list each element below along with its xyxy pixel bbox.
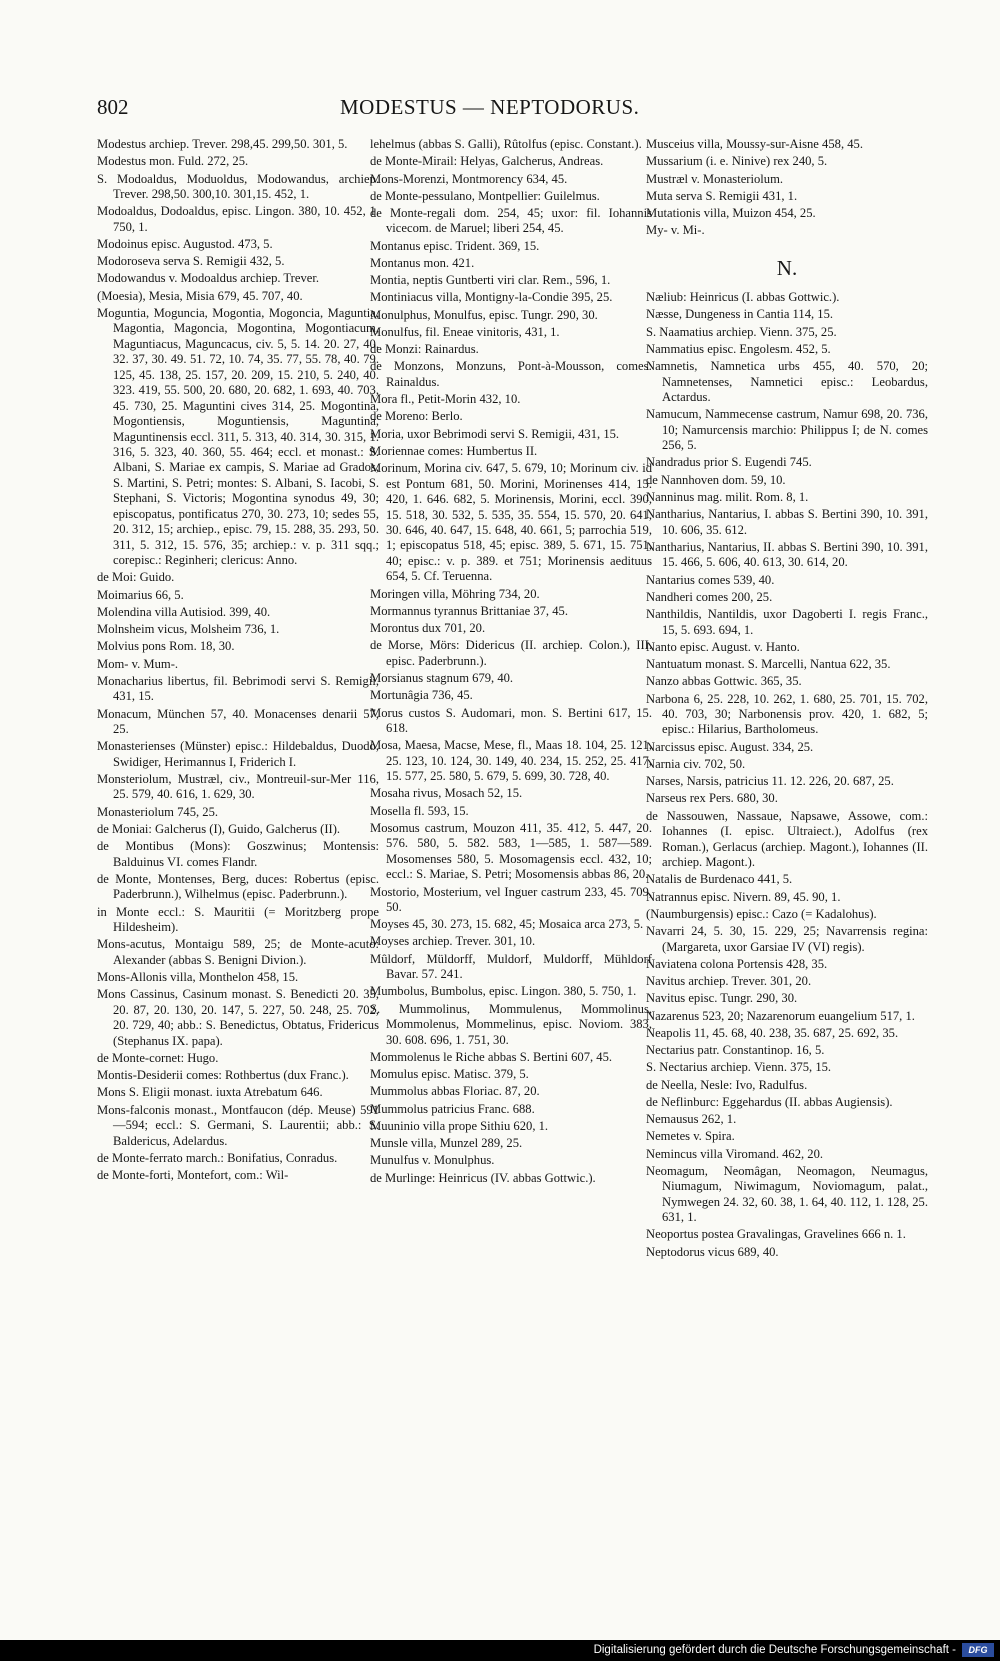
index-entry: Mons-falconis monast., Montfaucon (dép. Meuse) 591—594; eccl.: S. Germani, S. Laurentii; abb.: S. Baldericus, Adelardus.: [97, 1102, 379, 1148]
index-entry: Moria, uxor Bebrimodi servi S. Remigii, 431, 15.: [370, 426, 620, 441]
index-entry: Mons-Allonis villa, Monthelon 458, 15.: [97, 970, 299, 985]
index-entry: Navarri 24, 5. 30, 15. 229, 25; Navarrensis regina: (Margareta, uxor Garsiae IV (VI) regis).: [646, 924, 928, 954]
index-entry: Næliub: Heinricus (I. abbas Gottwic.).: [646, 290, 840, 305]
index-entry: de Monte-cornet: Hugo.: [97, 1050, 219, 1065]
index-entry: Narseus rex Pers. 680, 30.: [646, 791, 778, 806]
index-entry: Mummolus patricius Franc. 688.: [370, 1101, 535, 1116]
index-entry: de Monte-forti, Montefort, com.: Wil-: [97, 1168, 289, 1183]
index-entry: de Morse, Mörs: Didericus (II. archiep. Colon.), III. episc. Paderbrunn.).: [370, 638, 652, 668]
index-entry: Moyses 45, 30. 273, 15. 682, 45; Mosaica arca 273, 5.: [370, 917, 644, 932]
index-entry: Mumbolus, Bumbolus, episc. Lingon. 380, 5. 750, 1.: [370, 984, 637, 999]
index-entry: Morinum, Morina civ. 647, 5. 679, 10; Morinum civ. id est Pontum 681, 50. Morini, Morinenses 414, 15. 420, 1. 646. 682, 5. Morinensis, Morini, eccl. 390, 15. 518, 30. 532, 5. 535, 35. 554, 15. 570, 20. 641, 30. 646, 40. 647, 15. 648, 40. 661, 5; parrochia 519, 1; episcopatus 518, 45; episc. 389, 5. 671, 15. 751, 40; episc.: v. p. 389. et 751; Morinensis aedituus 654, 5. Cf. Teruenna.: [370, 461, 652, 584]
index-entry: Neoportus postea Gravalingas, Gravelines 666 n. 1.: [646, 1227, 906, 1242]
index-entry: Næsse, Dungeness in Cantia 114, 15.: [646, 307, 834, 322]
index-entry: de Monte-regali dom. 254, 45; uxor: fil. Iohannis vicecom. de Maruel; liberi 254, 45.: [370, 206, 652, 236]
index-entry: Momulus episc. Matisc. 379, 5.: [370, 1067, 529, 1082]
index-entry: Nanzo abbas Gottwic. 365, 35.: [646, 674, 802, 689]
index-entry: Morus custos S. Audomari, mon. S. Bertini 617, 15. 618.: [370, 705, 652, 735]
index-entry: My- v. Mi-.: [646, 223, 705, 238]
index-entry: Moimarius 66, 5.: [97, 587, 184, 602]
section-letter-heading: N.: [776, 255, 798, 280]
index-entry: de Monzi: Rainardus.: [370, 342, 479, 357]
index-entry: Narnia civ. 702, 50.: [646, 756, 746, 771]
index-entry: Nantharius, Nantarius, I. abbas S. Bertini 390, 10. 391, 10. 606, 35. 612.: [646, 507, 928, 537]
index-entry: Neptodorus vicus 689, 40.: [646, 1244, 779, 1259]
index-entry: de Monte-ferrato march.: Bonifatius, Conradus.: [97, 1150, 338, 1165]
index-entry: Modowandus v. Modoaldus archiep. Trever.: [97, 271, 320, 286]
index-entry: Modoinus episc. Augustod. 473, 5.: [97, 236, 273, 251]
index-entry: Nanthildis, Nantildis, uxor Dagoberti I. regis Franc., 15, 5. 693. 694, 1.: [646, 607, 928, 637]
index-entry: lehelmus (abbas S. Galli), Rûtolfus (episc. Constant.).: [370, 137, 642, 151]
index-entry: Mommolenus le Riche abbas S. Bertini 607, 45.: [370, 1049, 613, 1064]
index-entry: Munulfus v. Monulphus.: [370, 1153, 495, 1168]
index-entry: Moguntia, Moguncia, Mogontia, Mogoncia, Maguntia, Magontia, Magoncia, Mogontina, Mogontiacum, Maguntiacus, Maguncacus, civ. 5, 5. 14. 20. 27, 40. 32. 37, 30. 49. 51. 72, 10. 74, 35. 77, 55. 78, 40. 79. 125, 45. 138, 25. 157, 20. 209, 15. 210, 5. 240, 40. 323. 419, 55. 500, 20. 680, 20. 682, 1. 693, 40. 703, 45. 730, 25. Maguntini cives 314, 25. Mogontina, Mogontiensis, Moguntiensis, Maguntina, Maguntinensis eccl. 311, 5. 313, 40. 314, 30. 315, 1. 316, 5. 323, 40. 360, 55. 464; eccl. et monast.: S. Albani, S. Mariae ex campis, S. Mariae ad Grados, S. Martini, S. Petri; montes: S. Albani, S. Iacobi, S. Stephani, S. Victoris; Mogontina synodus 49, 30; episcopatus, pontificatus 270, 30. 273, 10; sedes 55, 20. 312, 15; archiep., episc. 79, 15. 288, 35. 293, 50. 311, 5. 312, 15. 576, 35; archiep.: v. p. 311 sqq.; corepisc.: Reginheri; clericus: Anno.: [97, 305, 379, 568]
index-entry: Nemincus villa Viromand. 462, 20.: [646, 1146, 824, 1161]
index-entry: Neapolis 11, 45. 68, 40. 238, 35. 687, 25. 692, 35.: [646, 1025, 899, 1040]
index-entry: Narses, Narsis, patricius 11. 12. 226, 20. 687, 25.: [646, 774, 894, 789]
index-entry: Nemausus 262, 1.: [646, 1112, 737, 1127]
index-entry: Moriennae comes: Humbertus II.: [370, 443, 538, 458]
index-entry: Nemetes v. Spira.: [646, 1129, 735, 1144]
index-entry: Mortunâgia 736, 45.: [370, 688, 473, 703]
index-entry: Mosaha rivus, Mosach 52, 15.: [370, 786, 523, 801]
index-entry: S. Mummolinus, Mommulenus, Mommolinus, Mommolenus, Mommelinus, episc. Noviom. 383, 30. 608. 696, 1. 751, 30.: [370, 1001, 652, 1047]
index-column-right: [646, 137, 928, 1262]
index-entry: Nantuatum monast. S. Marcelli, Nantua 622, 35.: [646, 657, 891, 672]
index-entry: Nandradus prior S. Eugendi 745.: [646, 455, 812, 470]
index-entry: Mussarium (i. e. Ninive) rex 240, 5.: [646, 154, 828, 169]
index-entry: Naviatena colona Portensis 428, 35.: [646, 956, 828, 971]
index-entry: Navitus archiep. Trever. 301, 20.: [646, 974, 812, 989]
index-entry: Mustræl v. Monasteriolum.: [646, 171, 784, 186]
index-entry: Molnsheim vicus, Molsheim 736, 1.: [97, 622, 280, 637]
index-entry: Narcissus episc. August. 334, 25.: [646, 739, 814, 754]
index-entry: Modoroseva serva S. Remigii 432, 5.: [97, 254, 285, 269]
index-entry: Neomagum, Neomâgan, Neomagon, Neumagus, Niumagum, Niwimagum, Noviomagum, palat., Nymwegen 24. 32, 60. 38, 1. 64, 40. 112, 1. 128, 25. 631, 1.: [646, 1163, 928, 1225]
index-entry: Montanus mon. 421.: [370, 255, 475, 270]
index-entry: de Monte, Montenses, Berg, duces: Robertus (episc. Paderbrunn.), Wilhelmus (episc. Paderbrunn.).: [97, 871, 379, 902]
index-entry: Mutationis villa, Muizon 454, 25.: [646, 206, 816, 220]
index-entry: de Neflinburc: Eggehardus (II. abbas Augiensis).: [646, 1094, 893, 1109]
index-entry: Mons-acutus, Montaigu 589, 25; de Monte-acuto: Alexander (abbas S. Benigni Divion.).: [97, 937, 379, 967]
index-entry: Nanto episc. August. v. Hanto.: [646, 639, 800, 654]
index-entry: Moyses archiep. Trever. 301, 10.: [370, 934, 536, 949]
index-entry: Monacum, München 57, 40. Monacenses denarii 57, 25.: [97, 706, 379, 737]
index-entry: Musceius villa, Moussy-sur-Aisne 458, 45.: [646, 137, 863, 151]
index-entry: Modestus mon. Fuld. 272, 25.: [97, 154, 249, 169]
index-entry: Mummolus abbas Floriac. 87, 20.: [370, 1084, 540, 1099]
index-entry: Namucum, Nammecense castrum, Namur 698, 20. 736, 10; Namurcensis marchio: Philippus I; de N. comes 256, 5.: [646, 407, 928, 453]
index-entry: Mom- v. Mum-.: [97, 656, 179, 671]
index-entry: Nanninus mag. milit. Rom. 8, 1.: [646, 489, 809, 504]
index-entry: Mora fl., Petit-Morin 432, 10.: [370, 392, 521, 407]
index-entry: Natrannus episc. Nivern. 89, 45. 90, 1.: [646, 889, 841, 904]
index-entry: de Monte-Mirail: Helyas, Galcherus, Andreas.: [370, 154, 604, 169]
index-entry: S. Nectarius archiep. Vienn. 375, 15.: [646, 1060, 832, 1075]
running-head: MODESTUS — NEPTODORUS.: [340, 95, 640, 119]
index-entry: Monulfus, fil. Eneae vinitoris, 431, 1.: [370, 324, 560, 339]
index-entry: Montiniacus villa, Montigny-la-Condie 395, 25.: [370, 290, 613, 305]
index-entry: Natalis de Burdenaco 441, 5.: [646, 872, 793, 887]
index-entry: Mûldorf, Müldorff, Muldorf, Muldorff, Mühldorf Bavar. 57. 241.: [370, 951, 652, 982]
index-entry: Namnetis, Namnetica urbs 455, 40. 570, 20; Namnetenses, Namnetici episc.: Leobardus, Actardus.: [646, 359, 928, 405]
index-entry: Narbona 6, 25. 228, 10. 262, 1. 680, 25. 701, 15. 702, 40. 703, 30; Narbonensis prov. 420, 1. 682, 5; episc.: Hilarius, Bartholomeus.: [646, 691, 928, 737]
index-entry: de Moniai: Galcherus (I), Guido, Galcherus (II).: [97, 821, 341, 836]
index-entry: Muta serva S. Remigii 431, 1.: [646, 188, 798, 203]
index-column-left: [97, 137, 379, 1185]
index-entry: de Montibus (Mons): Goszwinus; Montensis: Balduinus VI. comes Flandr.: [97, 839, 379, 869]
index-entry: de Moi: Guido.: [97, 570, 175, 585]
index-entry: Mostorio, Mosterium, vel Inguer castrum 233, 45. 709, 50.: [370, 884, 652, 914]
footer-bar: [0, 1640, 1000, 1661]
index-entry: Mosa, Maesa, Macse, Mese, fl., Maas 18. 104, 25. 121, 25. 123, 10. 124, 30. 149, 40. 234, 15. 252, 25. 417, 15. 577, 25. 580, 5. 679, 5. 699, 30. 728, 40.: [370, 738, 652, 784]
index-entry: Mons-Morenzi, Montmorency 634, 45.: [370, 171, 568, 186]
index-entry: Monsteriolum, Mustræl, civ., Montreuil-sur-Mer 116, 25. 579, 40. 616, 1. 629, 30.: [97, 772, 379, 802]
index-entry: de Monzons, Monzuns, Pont-à-Mousson, comes: Rainaldus.: [370, 359, 652, 389]
page-number: 802: [97, 95, 129, 119]
index-entry: de Murlinge: Heinricus (IV. abbas Gottwic.).: [370, 1170, 596, 1185]
index-entry: Muuninio villa prope Sithiu 620, 1.: [370, 1118, 549, 1133]
index-entry: S. Naamatius archiep. Vienn. 375, 25.: [646, 324, 837, 339]
index-entry: Nandheri comes 200, 25.: [646, 589, 773, 604]
index-entry: in Monte eccl.: S. Mauritii (= Moritzberg prope Hildesheim).: [97, 904, 379, 935]
index-entry: Mons S. Eligii monast. iuxta Atrebatum 646.: [97, 1085, 323, 1100]
dfg-logo-icon: DFG: [962, 1643, 994, 1657]
index-entry: de Moreno: Berlo.: [370, 409, 463, 424]
index-entry: (Moesia), Mesia, Misia 679, 45. 707, 40.: [97, 288, 303, 303]
index-entry: Montanus episc. Trident. 369, 15.: [370, 238, 540, 253]
index-entry: Mormannus tyrannus Brittaniae 37, 45.: [370, 603, 568, 618]
index-entry: Mosella fl. 593, 15.: [370, 803, 469, 818]
index-entry: de Nassouwen, Nassaue, Napsawe, Assowe, com.: Iohannes (I. episc. Ultraiect.), Adolfus (rex Roman.), Gerlacus (archiep. Magont.), Iohannes (II. archiep. Magont.).: [646, 808, 928, 870]
index-entry: Montia, neptis Guntberti viri clar. Rem., 596, 1.: [370, 273, 611, 288]
index-entry: Nazarenus 523, 20; Nazarenorum euangelium 517, 1.: [646, 1008, 915, 1023]
index-entry: S. Modoaldus, Moduoldus, Modowandus, archiep. Trever. 298,50. 300,10. 301,15. 452, 1.: [97, 171, 379, 201]
index-entry: Navitus episc. Tungr. 290, 30.: [646, 991, 798, 1006]
index-entry: Monasterienses (Münster) episc.: Hildebaldus, Duodo, Swidiger, Herimannus I, Friderich I.: [97, 739, 379, 769]
index-entry: Morsianus stagnum 679, 40.: [370, 671, 514, 686]
index-entry: Nantharius, Nantarius, II. abbas S. Bertini 390, 10. 391, 15. 466, 5. 606, 40. 613, 30. 614, 20.: [646, 539, 928, 570]
index-entry: Nectarius patr. Constantinop. 16, 5.: [646, 1043, 825, 1058]
index-entry: Monacharius libertus, fil. Bebrimodi servi S. Remigii, 431, 15.: [97, 673, 379, 704]
index-entry: Molendina villa Autisiod. 399, 40.: [97, 604, 271, 619]
index-entry: Modestus archiep. Trever. 298,45. 299,50. 301, 5.: [97, 137, 348, 151]
index-entry: de Neella, Nesle: Ivo, Radulfus.: [646, 1077, 808, 1092]
index-entry: Montis-Desiderii comes: Rothbertus (dux Franc.).: [97, 1068, 349, 1083]
index-entry: Mons Cassinus, Casinum monast. S. Benedicti 20. 35, 20. 87, 20. 130, 20. 147, 5. 227, 50. 248, 25. 702, 20. 729, 40; abb.: S. Benedictus, Obtatus, Fridericus (Stephanus IX. papa).: [97, 987, 379, 1048]
index-entry: Morontus dux 701, 20.: [370, 621, 486, 636]
index-entry: Munsle villa, Munzel 289, 25.: [370, 1136, 523, 1151]
index-entry: Mosomus castrum, Mouzon 411, 35. 412, 5. 447, 20. 576. 580, 5. 582. 583, 1—585, 1. 587—589. Mosomenses 580, 5. Mosomagensis eccl. 432, 10; eccl.: S. Mariae, S. Petri; Mosomensis abbas 86, 20.: [370, 820, 652, 882]
index-column-middle: [370, 137, 652, 1188]
index-entry: Monasteriolum 745, 25.: [97, 804, 219, 819]
index-entry: de Nannhoven dom. 59, 10.: [646, 472, 786, 487]
index-entry: Moringen villa, Möhring 734, 20.: [370, 586, 540, 601]
index-entry: Modoaldus, Dodoaldus, episc. Lingon. 380, 10. 452, 1. 750, 1.: [97, 204, 379, 234]
index-entry: Molvius pons Rom. 18, 30.: [97, 639, 235, 654]
index-entry: Nantarius comes 539, 40.: [646, 572, 775, 587]
index-entry: (Naumburgensis) episc.: Cazo (= Kadalohus).: [646, 906, 877, 921]
index-entry: Monulphus, Monulfus, episc. Tungr. 290, 30.: [370, 307, 598, 322]
funding-notice: Digitalisierung gefördert durch die Deutsche Forschungsgemeinschaft -: [593, 1644, 956, 1656]
index-entry: Nammatius episc. Engolesm. 452, 5.: [646, 341, 831, 356]
index-entry: de Monte-pessulano, Montpellier: Guilelmus.: [370, 188, 600, 203]
